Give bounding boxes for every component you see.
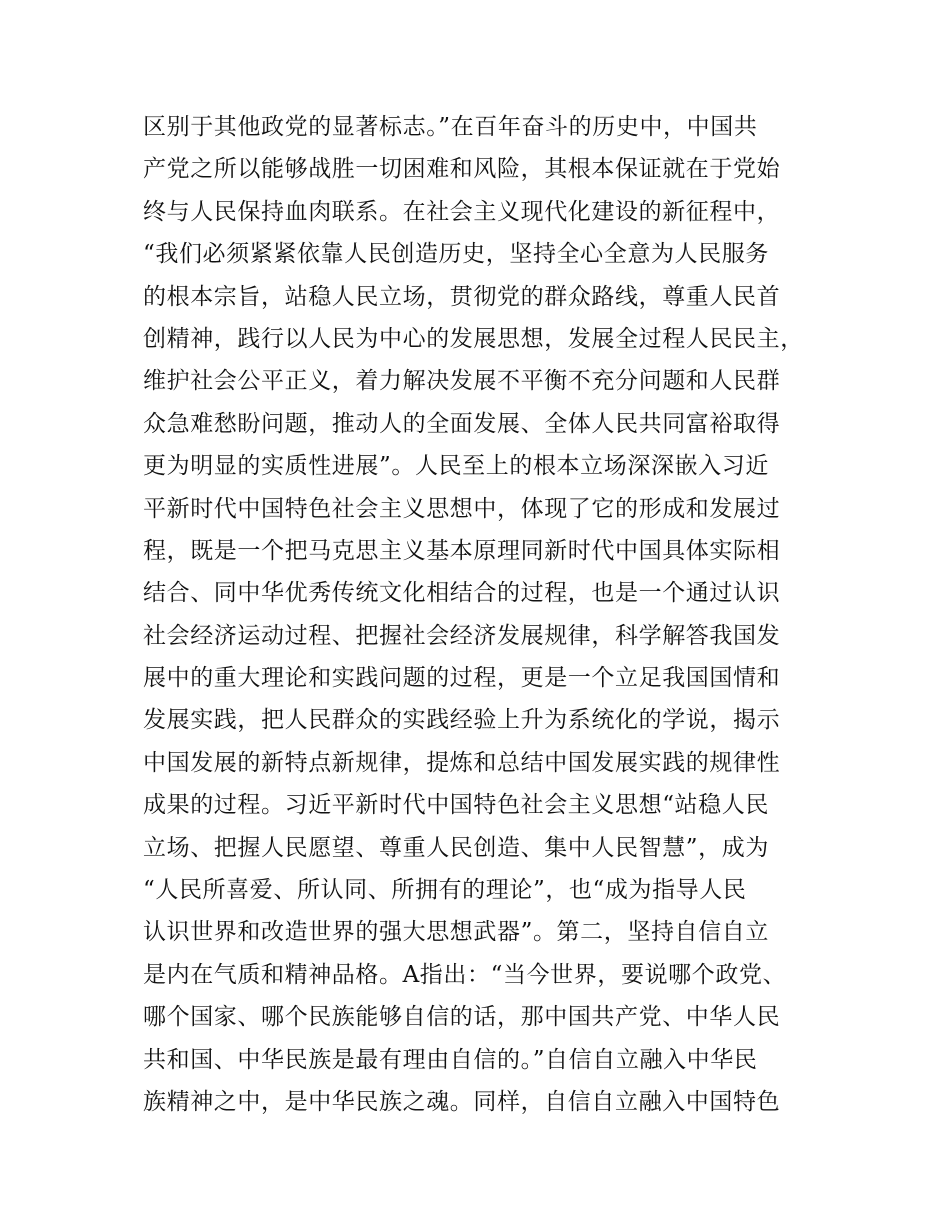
text-line: 是内在气质和精神品格。A指出：“当今世界，要说哪个政党、: [143, 961, 787, 988]
text-line: “人民所喜爱、所认同、所拥有的理论”，也“成为指导人民: [143, 877, 747, 904]
text-line: 产党之所以能够战胜一切困难和风险，其根本保证就在于党始: [143, 156, 781, 183]
body-text: [143, 106, 833, 1123]
text-line: 创精神，践行以人民为中心的发展思想，发展全过程人民民主，: [143, 325, 804, 352]
text-line: 中国发展的新特点新规律，提炼和总结中国发展实践的规律性: [143, 749, 781, 776]
text-line: 共和国、中华民族是最有理由自信的。”自信自立融入中华民: [143, 1046, 758, 1073]
text-line: 成果的过程。习近平新时代中国特色社会主义思想“站稳人民: [143, 792, 769, 819]
text-line: 立场、把握人民愿望、尊重人民创造、集中人民智慧”，成为: [143, 834, 769, 861]
text-line: 族精神之中，是中华民族之魂。同样，自信自立融入中国特色: [143, 1088, 781, 1115]
text-line: 众急难愁盼问题，推动人的全面发展、全体人民共同富裕取得: [143, 410, 781, 437]
text-line: 哪个国家、哪个民族能够自信的话，那中国共产党、中华人民: [143, 1004, 781, 1031]
text-line: 社会经济运动过程、把握社会经济发展规律，科学解答我国发: [143, 622, 781, 649]
text-line: 的根本宗旨，站稳人民立场，贯彻党的群众路线，尊重人民首: [143, 283, 781, 310]
text-line: 更为明显的实质性进展”。人民至上的根本立场深深嵌入习近: [143, 453, 769, 480]
text-line: 认识世界和改造世界的强大思想武器”。第二，坚持自信自立: [143, 919, 769, 946]
text-line: 展中的重大理论和实践问题的过程，更是一个立足我国国情和: [143, 665, 781, 692]
text-line: 终与人民保持血肉联系。在社会主义现代化建设的新征程中，: [143, 198, 781, 225]
text-line: 维护社会公平正义，着力解决发展不平衡不充分问题和人民群: [143, 368, 781, 395]
text-line: 结合、同中华优秀传统文化相结合的过程，也是一个通过认识: [143, 580, 781, 607]
text-line: 区别于其他政党的显著标志。”在百年奋斗的历史中，中国共: [143, 114, 758, 140]
text-line: 程，既是一个把马克思主义基本原理同新时代中国具体实际相: [143, 537, 781, 564]
text-line: 平新时代中国特色社会主义思想中，体现了它的形成和发展过: [143, 495, 781, 522]
text-line: 发展实践，把人民群众的实践经验上升为系统化的学说，揭示: [143, 707, 781, 734]
text-line: “我们必须紧紧依靠人民创造历史，坚持全心全意为人民服务: [143, 241, 769, 268]
